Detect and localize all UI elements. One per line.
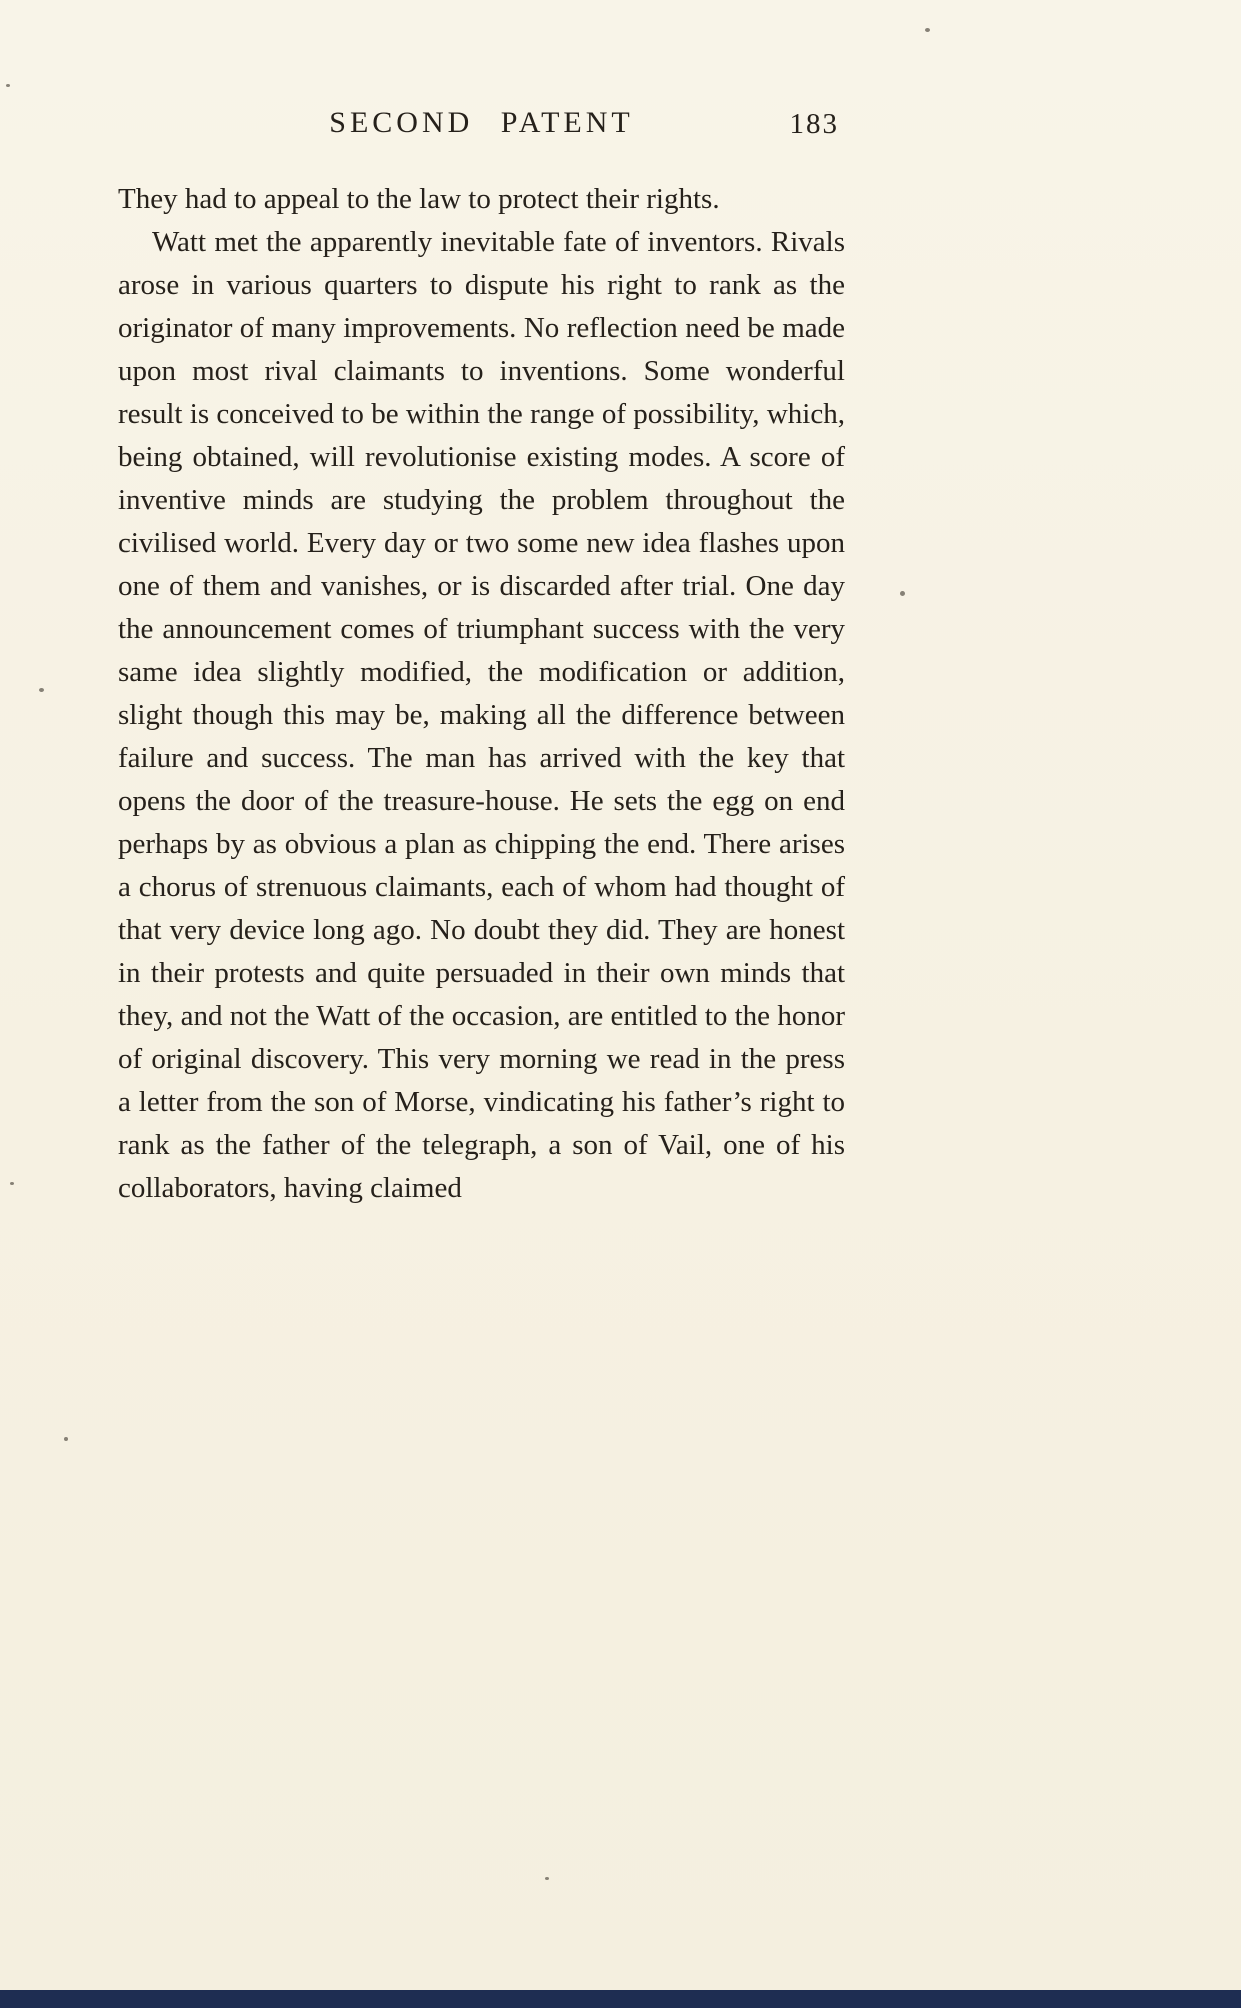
scan-speck (925, 28, 930, 32)
page-body (118, 178, 845, 1210)
running-title: SECOND PATENT (329, 106, 634, 139)
paragraph: Watt met the apparently inevitable fate of inventors. Rivals arose in various quarters to dispute his right to rank as the originator of many improvements. No reflection need be made upon most rival claimants to inventions. Some wonderful result is conceived to be within the range of possibility, which, being obtained, will revolutionise existing modes. A score of inventive minds are studying the problem throughout the civilised world. Every day or two some new idea flashes upon one of them and vanishes, or is discarded after trial. One day the announcement comes of triumphant success with the very same idea slightly modified, the modification or addition, slight though this may be, making all the difference between failure and success. The man has arrived with the key that opens the door of the treasure-house. He sets the egg on end perhaps by as obvious a plan as chipping the end. There arises a chorus of strenuous claimants, each of whom had thought of that very device long ago. No doubt they did. They are honest in their protests and quite persuaded in their own minds that they, and not the Watt of the occasion, are entitled to the honor of original discovery. This very morning we read in the press a letter from the son of Morse, vindicating his father’s right to rank as the father of the telegraph, a son of Vail, one of his collaborators, having claimed (118, 226, 845, 1204)
page-number: 183 (789, 108, 839, 140)
scan-speck (10, 1182, 14, 1185)
scan-speck (545, 1877, 549, 1880)
scan-speck (6, 84, 10, 87)
scan-speck (64, 1437, 68, 1441)
scan-edge-strip (0, 1990, 1241, 2008)
paragraph: They had to appeal to the law to protect their rights. (118, 183, 720, 215)
scan-speck (900, 591, 905, 596)
page-header (118, 106, 845, 150)
scan-speck (39, 688, 44, 692)
